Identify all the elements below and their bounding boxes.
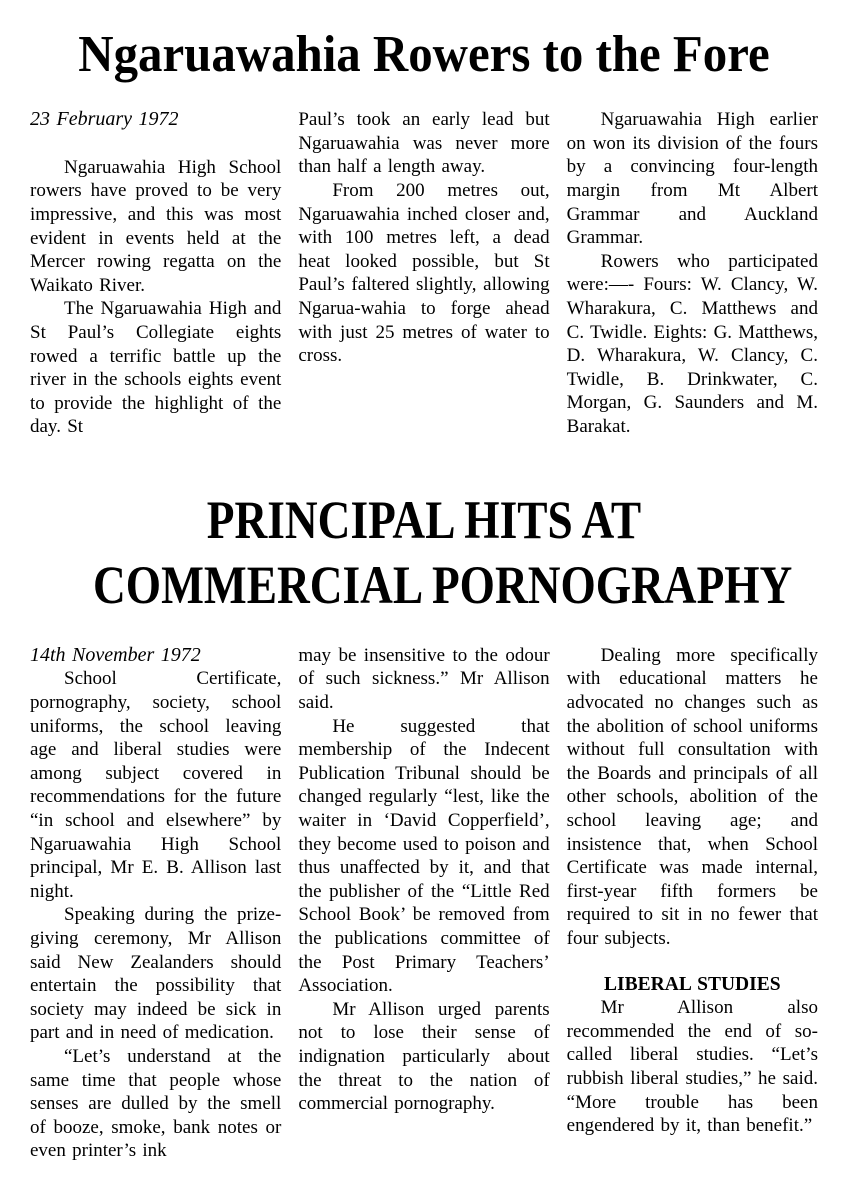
article-paragraph: Paul’s took an early lead but Ngaruawahia was never more than half a length away. [298,109,550,178]
date-line: 23 February 1972 [30,108,179,131]
article-paragraph: Ngaruawahia High earlier on won its division of the fours by a convincing four-length margin from Mt Albert Grammar and Auckland Grammar. [566,109,818,249]
article-paragraph: Ngaruawahia High School rowers have proved to be very impressive, and this was most evident in events held at the Mercer rowing regatta on the Waikato River. [30,156,282,296]
headline-line-2: COMMERCIAL PORNOGRAPHY [93,555,793,616]
column-subheading: LIBERAL STUDIES [604,973,781,995]
article-column [567,108,818,438]
article-principal-headline [93,488,793,618]
article-paragraph: From 200 metres out, Ngaruawahia inched closer and, with 100 metres left, a dead heat looked possible, but St Paul’s faltered slightly, allowing Ngarua-wahia to forge ahead with just 25 metres of water to cross. [298,180,550,367]
article-paragraph: Speaking during the prize-giving ceremony, Mr Allison said New Zealanders should entertain the possibility that society may indeed be sick in part and in need of medication. [30,904,282,1044]
article-column [30,644,281,1163]
article-paragraph: He suggested that membership of the Indecent Publication Tribunal should be changed regularly “lest, like the waiter in ‘David Copperfield’, they become used to poison and thus unaffected by it, and that the publisher of the “Little Red School Book’ be removed from the publications committee of the Post Primary Teachers’ Association. [298,715,550,997]
article-column [298,108,549,368]
article-rowers [30,26,818,470]
article-paragraph: School Certificate, pornography, society, school uniforms, the school leaving age and liberal studies were among subject covered in recommendations for the future “in school and elsewhere” by Ngaruawahia High School principal, Mr E. B. Allison last night. [30,668,282,902]
article-paragraph: Dealing more specifically with educational matters he advocated no changes such as the abolition of school uniforms without full consultation with the Boards and principals of all other schools, abolition of the school leaving age; and insistence that, when School Certificate was made internal, first-year fifth formers be required to sit in no fewer that four subjects. [566,644,818,949]
article-paragraph: may be insensitive to the odour of such sickness.” Mr Allison said. [298,644,550,714]
article-paragraph: Mr Allison also recommended the end of so-called liberal studies. “Let’s rubbish liberal studies,” he said. “More trouble has been engendered by it, than benefit.” [566,997,818,1137]
article-principal-columns [30,644,818,1163]
article-column [567,644,818,1138]
article-principal [30,488,818,1163]
article-paragraph: Mr Allison urged parents not to lose their sense of indignation particularly about the threat to the nation of commercial pornography. [298,998,550,1115]
article-paragraph: The Ngaruawahia High and St Paul’s Collegiate eights rowed a terrific battle up the river in the schools eights event to provide the highlight of the day. St [30,298,282,438]
article-paragraph: “Let’s understand at the same time that people whose senses are dulled by the smell of booze, smoke, bank notes or even printer’s ink [30,1045,282,1162]
date-line: 14th November 1972 [30,643,201,666]
headline-line-1: PRINCIPAL HITS AT [206,490,642,551]
article-paragraph: Rowers who participated were:—- Fours: W. Clancy, W. Wharakura, C. Matthews and C. Twidle. Eights: G. Matthews, D. Wharakura, W. Clancy, C. Twidle, B. Drinkwater, C. Morgan, G. Saunders and M. Barakat. [566,250,818,437]
article-column [298,644,549,1116]
article-rowers-columns [30,108,818,470]
article-rowers-headline: Ngaruawahia Rowers to the Fore [78,26,770,83]
article-column [30,108,281,439]
